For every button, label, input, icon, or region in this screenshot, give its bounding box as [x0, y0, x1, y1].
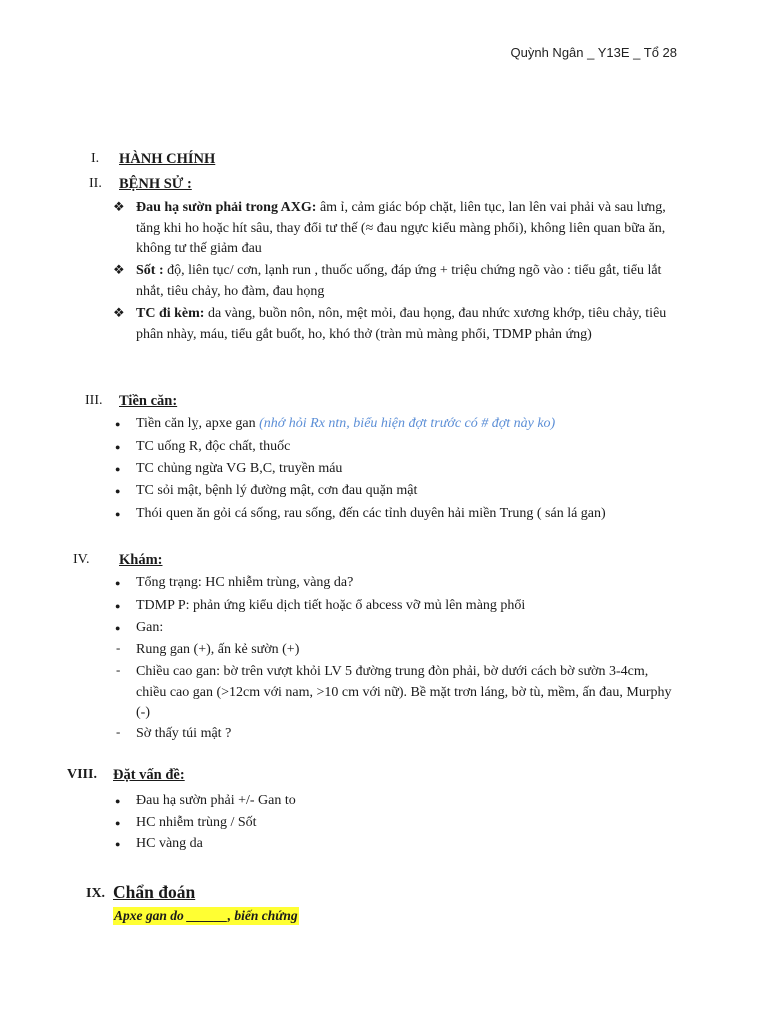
page-header: Quỳnh Ngân _ Y13E _ Tổ 28: [510, 45, 677, 60]
history-item-label: Sốt :: [136, 263, 164, 278]
bullet-icon: ●: [115, 464, 121, 474]
list-item: TC uống R, độc chất, thuốc: [136, 439, 291, 454]
list-item: Rung gan (+), ấn kẻ sườn (+): [136, 642, 300, 657]
list-item: [136, 414, 676, 435]
history-item-label: TC đi kèm:: [136, 306, 205, 321]
bullet-icon: ●: [115, 442, 121, 452]
list-item: TC sỏi mật, bệnh lý đường mật, cơn đau quặn mật: [136, 483, 418, 498]
dash-bullet-icon: -: [116, 662, 121, 677]
dash-bullet-icon: -: [116, 640, 121, 655]
list-item-note: (nhớ hỏi Rx ntn, biểu hiện đợt trước có # đợt này ko): [259, 416, 556, 431]
list-item: HC nhiễm trùng / Sốt: [136, 815, 257, 830]
history-item-label: Đau hạ sườn phải trong AXG:: [136, 200, 317, 215]
history-item: [136, 261, 676, 302]
bullet-icon: ●: [115, 578, 121, 588]
list-item: Tổng trạng: HC nhiễm trùng, vàng da?: [136, 575, 354, 590]
list-item: TDMP P: phản ứng kiểu dịch tiết hoặc ổ abcess vỡ mủ lên màng phổi: [136, 598, 526, 613]
history-item: [136, 304, 676, 345]
section-1-title: HÀNH CHÍNH: [119, 151, 216, 167]
list-item: HC vàng da: [136, 836, 203, 851]
diamond-bullet-icon: ❖: [113, 199, 125, 214]
list-item: Sờ thấy túi mật ?: [136, 726, 232, 741]
section-3-number: III.: [85, 393, 103, 408]
list-item: Đau hạ sườn phải +/- Gan to: [136, 793, 296, 808]
bullet-icon: ●: [115, 796, 121, 806]
list-item: Gan:: [136, 620, 164, 635]
list-item-text: Tiền căn lỵ, apxe gan: [136, 416, 260, 431]
section-2-title: BỆNH SỬ :: [119, 176, 192, 192]
section-3-title: Tiền căn:: [119, 393, 178, 409]
bullet-icon: ●: [115, 601, 121, 611]
section-4-number: IV.: [73, 552, 90, 567]
bullet-icon: ●: [115, 509, 121, 519]
section-9-title: Chẩn đoán: [113, 882, 196, 902]
section-1-number: I.: [91, 151, 100, 166]
history-item: [136, 198, 676, 260]
section-2-number: II.: [89, 176, 102, 191]
bullet-icon: ●: [115, 419, 121, 429]
section-8-number: VIII.: [67, 767, 97, 782]
bullet-icon: ●: [115, 839, 121, 849]
section-8-title: Đặt vấn đề:: [113, 767, 185, 783]
bullet-icon: ●: [115, 818, 121, 828]
bullet-icon: ●: [115, 623, 121, 633]
section-4-title: Khám:: [119, 552, 163, 568]
dash-bullet-icon: -: [116, 724, 121, 739]
list-item: Thói quen ăn gỏi cá sống, rau sống, đến các tỉnh duyên hải miền Trung ( sán lá gan): [136, 506, 606, 521]
diagnosis-highlight: Apxe gan do ______, biến chứng: [114, 908, 298, 923]
history-item-text: âm ỉ, cảm giác bóp chặt, liên tục, lan lên vai phải và sau lưng, tăng khi ho hoặc hít sâu, thay đổi tư thế (≈ đau ngực kiểu màng phổi), không liên quan bữa ăn, không tư thế giảm đau: [136, 200, 666, 256]
history-item-text: da vàng, buồn nôn, nôn, mệt mỏi, đau họng, đau nhức xương khớp, tiêu chảy, tiêu phân nhày, máu, tiểu gắt buốt, ho, khó thở (tràn mủ màng phổi, TDMP phản ứng): [136, 306, 667, 342]
bullet-icon: ●: [115, 486, 121, 496]
list-item: Chiều cao gan: bờ trên vượt khỏi LV 5 đường trung đòn phải, bờ dưới cách bờ sườn 3-4cm, chiều cao gan (>12cm với nam, >10 cm với nữ). Bề mặt trơn láng, bờ tù, mềm, ấn đau, Murphy (-): [136, 664, 672, 720]
list-item: TC chủng ngừa VG B,C, truyền máu: [136, 461, 343, 476]
history-item-text: độ, liên tục/ cơn, lạnh run , thuốc uống, đáp ứng + triệu chứng ngõ vào : tiểu gắt, tiểu lắt nhắt, tiêu chảy, ho đàm, đau họng: [136, 263, 662, 299]
diamond-bullet-icon: ❖: [113, 305, 125, 320]
section-9-number: IX.: [86, 886, 106, 901]
diamond-bullet-icon: ❖: [113, 262, 125, 277]
